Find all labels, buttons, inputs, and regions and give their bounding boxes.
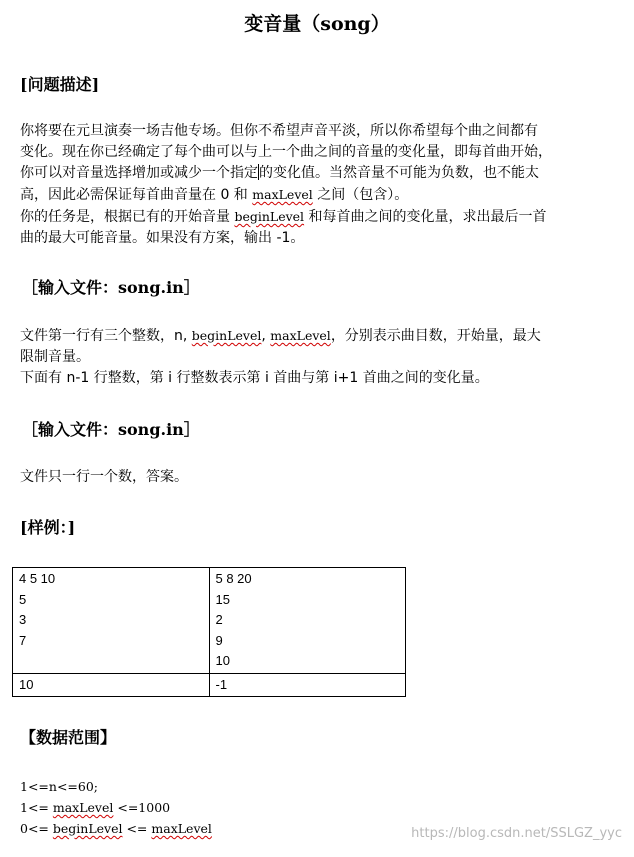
description-paragraph [20,121,552,249]
description-text: 高，因此必需保证每首曲音量在 0 和 [20,187,253,203]
input-text: 文件第一行有三个整数，n, [20,328,192,344]
variable-maxlevel: maxLevel [270,328,331,343]
input-paragraph [20,325,541,389]
description-text: 的变化值。当然音量不可能为负数，也不能太 [259,165,539,181]
description-line [20,163,552,184]
description-line: 变化。现在你已经确定了每个曲可以与上一个曲之间的音量的变化量，即每首曲开始， [20,144,552,160]
input-line [20,325,541,347]
sample-value: 5 8 20 [215,571,252,586]
sample-value: 10 [19,676,34,692]
sample-value: 7 [19,632,27,648]
page-title: 变音量（song） [244,13,390,35]
sample-input-cell-2 [209,568,406,674]
description-text: 你的任务是，根据已有的开始音量 [20,209,235,225]
description-text: 你可以对音量选择增加或减少一个指定 [20,165,258,181]
input-line: 下面有 n-1 行整数，第 i 行整数表示第 i 首曲与第 i+1 首曲之间的变化量。 [20,370,489,386]
section-heading-sample: [样例：] [20,518,76,537]
input-line: 限制音量。 [20,349,90,365]
section-heading-range: 【数据范围】 [20,728,117,747]
sample-table [12,567,406,697]
range-text: 0<= [20,821,53,836]
sample-input-row [13,568,406,674]
sample-output-cell-2 [209,673,406,697]
sample-value: 9 [215,632,223,648]
range-line [20,797,212,818]
sample-value: 10 [215,653,230,668]
description-line: 曲的最大可能音量。如果没有方案，输出 -1。 [20,230,305,246]
section-heading-problem: [问题描述] [20,75,100,94]
sample-value: 4 5 10 [19,571,56,586]
watermark-url: https://blog.csdn.net/SSLGZ_yyc [411,826,622,841]
range-text: <=1000 [113,800,171,815]
sample-output-cell-1 [13,673,210,697]
sample-value: -1 [215,676,228,692]
range-text: <= [122,821,152,836]
input-text: ，分别表示曲目数，开始量，最大 [330,328,541,344]
range-paragraph [20,776,212,839]
variable-maxlevel: maxLevel [151,821,212,836]
section-heading-output: ［输入文件：song.in］ [22,420,200,439]
description-line [20,206,552,228]
description-line [20,184,552,206]
sample-value: 2 [215,612,223,627]
description-text: 和每首曲之间的变化量，求出最后一首 [304,209,547,225]
variable-beginlevel: beginLevel [52,821,123,836]
variable-maxlevel: maxLevel [52,800,114,815]
section-heading-input: ［输入文件：song.in］ [22,278,200,297]
sample-input-cell-1 [13,568,210,674]
output-line: 文件只一行一个数，答案。 [20,469,188,485]
sample-value: 5 [19,591,27,607]
variable-maxlevel: maxLevel [252,187,313,202]
variable-beginlevel: beginLevel [234,209,305,224]
input-text: , [261,328,271,344]
sample-output-row [13,673,406,697]
sample-value: 3 [19,612,27,627]
range-text: 1<= [20,800,53,815]
sample-value: 15 [215,591,230,607]
description-line: 你将要在元旦演奏一场吉他专场。但你不希望声音平淡，所以你希望每个曲之间都有 [20,123,538,139]
output-paragraph [20,467,188,488]
range-line [20,818,212,839]
variable-beginlevel: beginLevel [191,328,262,343]
range-line: 1<=n<=60; [20,779,99,794]
description-text: 之间（包含）。 [312,187,409,203]
